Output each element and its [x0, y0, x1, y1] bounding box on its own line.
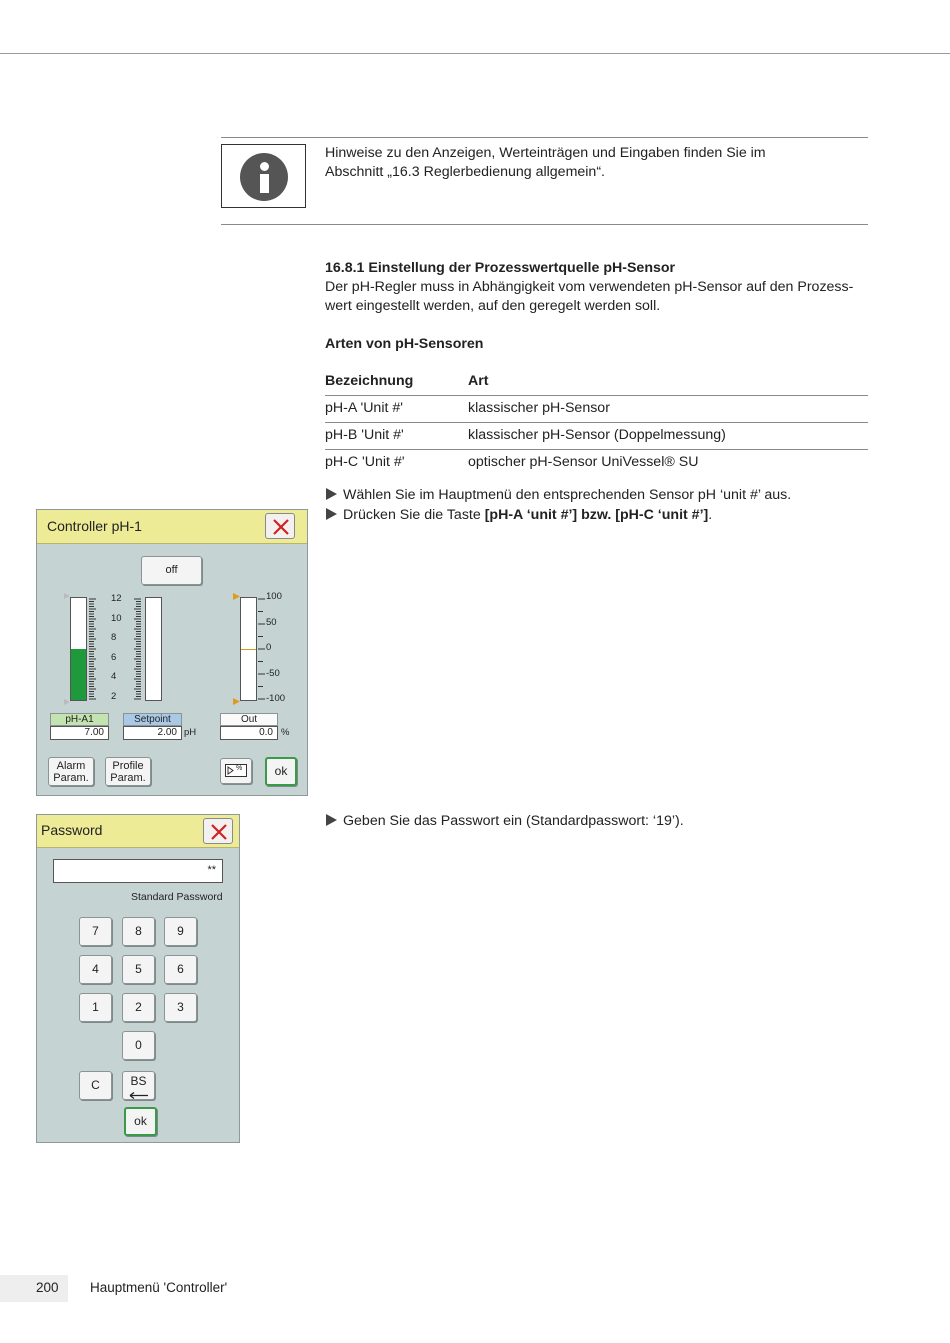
controller-close-button[interactable] [265, 513, 295, 539]
ph-gauge-markers [64, 593, 70, 705]
out-tick-label: -100 [266, 693, 286, 704]
off-button[interactable]: off [141, 556, 202, 585]
arrow-right-icon [326, 488, 337, 500]
out-tick-label: 50 [266, 616, 277, 628]
controller-panel [36, 509, 308, 796]
arrow-right-icon [326, 508, 337, 520]
keypad-key-0[interactable]: 0 [122, 1031, 155, 1060]
controller-ok-button[interactable]: ok [265, 757, 297, 786]
out-label: Out [220, 713, 278, 726]
clear-key[interactable]: C [79, 1071, 112, 1100]
table-row [325, 423, 868, 450]
ph-label: pH-A1 [50, 713, 109, 726]
ph-tick-marks [89, 597, 97, 701]
keypad-key-5[interactable]: 5 [122, 955, 155, 984]
table-header-type: Art [468, 373, 489, 389]
controller-title: Controller pH-1 [47, 518, 142, 534]
out-tick-label: 100 [266, 591, 282, 602]
setpoint-label: Setpoint [123, 713, 182, 726]
page-number: 200 [36, 1280, 59, 1295]
out-tick-marks [258, 597, 266, 701]
out-gauge-level [241, 649, 256, 650]
ph-unit: pH [184, 727, 197, 738]
table-header-name: Bezeichnung [325, 373, 414, 389]
ph-value: 7.00 [50, 726, 109, 740]
manual-mode-button[interactable] [220, 758, 252, 784]
table-cell: optischer pH-Sensor UniVessel® SU [468, 454, 699, 470]
password-header [37, 815, 239, 848]
ph-gauge-fill [71, 649, 86, 700]
password-input[interactable]: ** [53, 859, 223, 883]
password-close-button[interactable] [203, 818, 233, 844]
table-cell: pH-A 'Unit #' [325, 400, 403, 416]
ph-gauge [70, 597, 87, 701]
note-bottom-rule [221, 224, 868, 225]
step-2: Drücken Sie die Taste [pH-A ‘unit #’] bzw. [pH-C ‘unit #’]. [326, 506, 712, 526]
table-cell: pH-C 'Unit #' [325, 454, 405, 470]
out-gauge-markers [233, 593, 240, 705]
setpoint-tick-marks [133, 597, 141, 701]
ph-tick-label: 2 [111, 691, 117, 702]
keypad-key-9[interactable]: 9 [164, 917, 197, 946]
keypad-key-8[interactable]: 8 [122, 917, 155, 946]
section-para-line1: Der pH-Regler muss in Abhängigkeit vom verwendeten pH-Sensor auf den Prozess- [325, 279, 854, 295]
close-icon [210, 823, 228, 841]
out-gauge [240, 597, 257, 701]
table-cell: klassischer pH-Sensor (Doppelmessung) [468, 427, 726, 443]
keypad-key-1[interactable]: 1 [79, 993, 112, 1022]
table-row [325, 450, 868, 477]
close-icon [272, 518, 290, 536]
ph-tick-label: 12 [111, 593, 122, 604]
keypad-key-2[interactable]: 2 [122, 993, 155, 1022]
out-value: 0.0 [220, 726, 278, 740]
note-top-rule [221, 137, 868, 138]
output-mode-icon: % [225, 764, 247, 777]
table-row [325, 396, 868, 423]
info-icon [240, 153, 288, 201]
arrow-right-icon [326, 814, 337, 826]
password-title: Password [41, 822, 103, 838]
info-box [221, 144, 306, 208]
password-panel [36, 814, 240, 1143]
section-heading: 16.8.1 Einstellung der Prozesswertquelle pH-Sensor [325, 260, 676, 276]
note-text-line1: Hinweise zu den Anzeigen, Werteinträgen und Eingaben finden Sie im [325, 145, 766, 161]
ph-tick-label: 4 [111, 671, 117, 683]
out-tick-label: -50 [266, 667, 280, 679]
out-tick-label: 0 [266, 642, 272, 653]
keypad-key-6[interactable]: 6 [164, 955, 197, 984]
setpoint-gauge [145, 597, 162, 701]
keypad-key-3[interactable]: 3 [164, 993, 197, 1022]
note-text-line2: Abschnitt „16.3 Reglerbedienung allgemein“. [325, 164, 605, 180]
password-hint: Standard Password [131, 891, 223, 903]
step-1: Wählen Sie im Hauptmenü den entsprechenden Sensor pH ‘unit #’ aus. [326, 486, 791, 506]
step-3: Geben Sie das Passwort ein (Standardpasswort: ‘19’). [326, 812, 684, 832]
chapter-title: Hauptmenü 'Controller' [90, 1280, 228, 1295]
top-rule [0, 53, 950, 54]
profile-param-button[interactable]: Profile Param. [105, 757, 151, 786]
section-para-line2: wert eingestellt werden, auf den geregelt werden soll. [325, 298, 661, 314]
alarm-param-button[interactable]: Alarm Param. [48, 757, 94, 786]
table-cell: pH-B 'Unit #' [325, 427, 404, 443]
ph-tick-label: 6 [111, 651, 117, 663]
ph-tick-label: 10 [111, 612, 122, 624]
backspace-key[interactable]: BS [122, 1071, 155, 1100]
keypad-key-7[interactable]: 7 [79, 917, 112, 946]
section-subheading: Arten von pH-Sensoren [325, 336, 484, 352]
table-cell: klassischer pH-Sensor [468, 400, 610, 416]
ph-tick-label: 8 [111, 632, 117, 644]
table-header [325, 369, 868, 396]
setpoint-value[interactable]: 2.00 [123, 726, 182, 740]
out-unit: % [281, 727, 290, 738]
password-ok-button[interactable]: ok [124, 1107, 157, 1136]
controller-header [37, 510, 307, 544]
backspace-arrow-icon [129, 1092, 149, 1099]
keypad-key-4[interactable]: 4 [79, 955, 112, 984]
